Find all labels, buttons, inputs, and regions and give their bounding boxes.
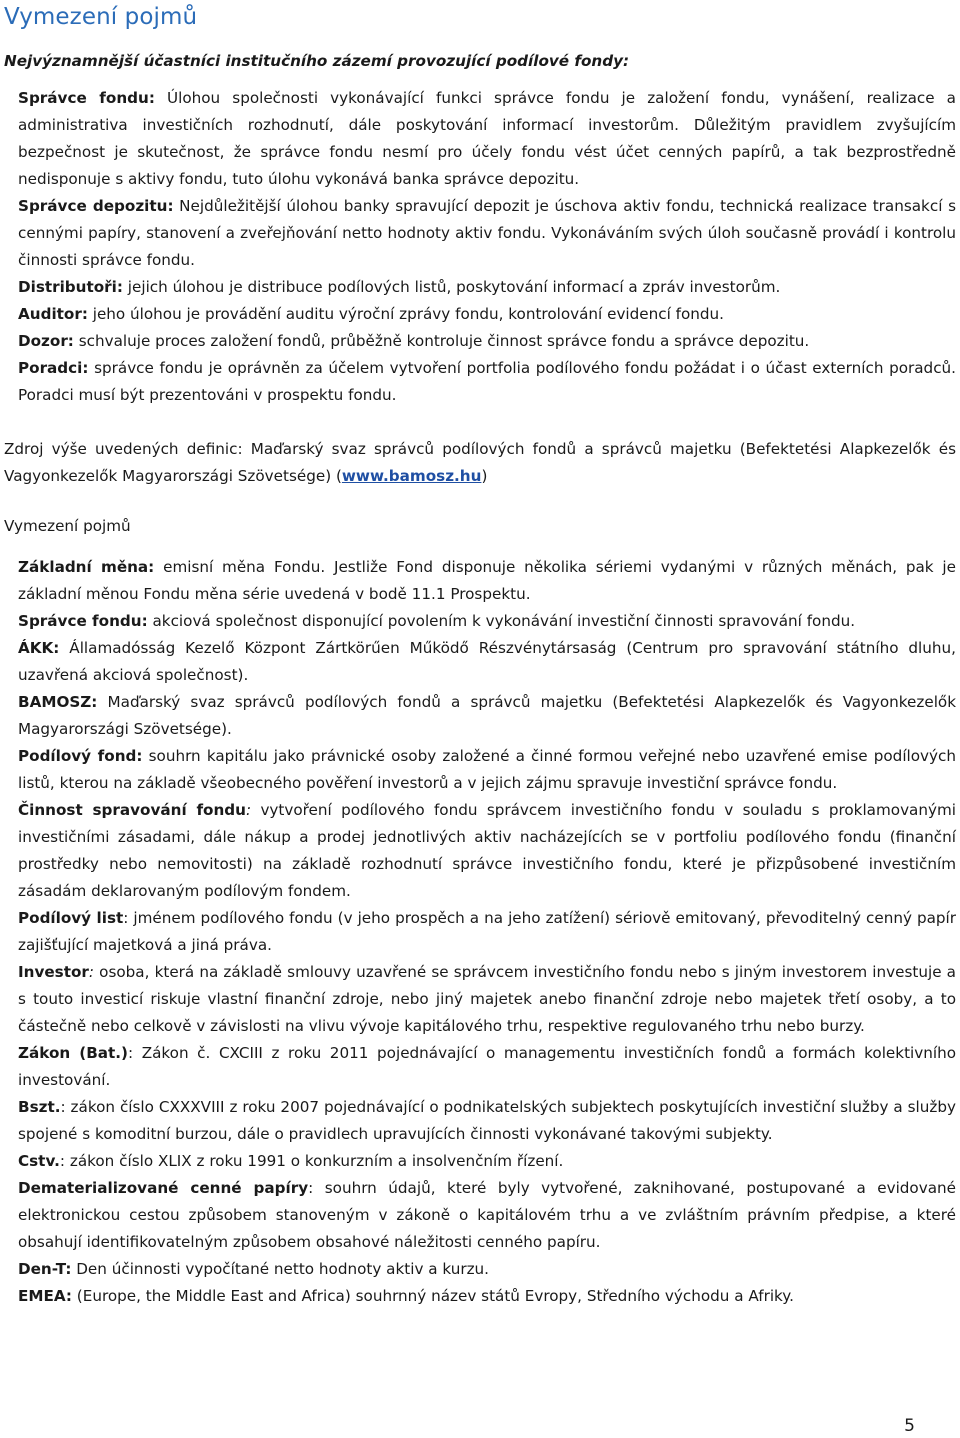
page-title: Vymezení pojmů: [4, 4, 198, 30]
definition-item: [18, 193, 956, 274]
definition-term: Distributoři:: [18, 278, 123, 296]
definition-separator: :: [88, 963, 95, 981]
definition-text: správce fondu je oprávněn za účelem vytvoření portfolia podílového fondu požádat i o účast externích poradců. Poradci musí být prezentováni v prospektu fondu.: [18, 359, 956, 404]
definition-text: osoba, která na základě smlouvy uzavřené se správcem investičního fondu nebo s jiným investorem investuje a s touto investicí riskuje vlastní finanční zdroje, nebo jiný majetek anebo finanční zdroje nebo majetek třetí osoby, a to částečně nebo celkově v závislosti na vlivu vývoje kapitálového trhu, respektive regulovaného trhu nebo burzy.: [18, 963, 956, 1035]
definition-text: Államadósság Kezelő Központ Zártkörűen Működő Részvénytársaság (Centrum pro spravování státního dluhu, uzavřená akciová společnost).: [18, 639, 956, 684]
definition-term: Správce fondu:: [18, 612, 148, 630]
definition-term: BAMOSZ:: [18, 693, 98, 711]
definition-text: Den účinnosti vypočítané netto hodnoty aktiv a kurzu.: [71, 1260, 490, 1278]
definition-term: Zákon (Bat.): [18, 1044, 128, 1062]
definition-item: [18, 1283, 956, 1310]
definition-text: souhrn údajů, které byly vytvořené, zaknihované, postupované a evidované elektronickou cestou způsobem stanoveným v zákoně o kapitálovém trhu a ve zvláštním právním předpise, a které obsahují identifikovatelným způsobem obsahové náležitosti cenného papíru.: [18, 1179, 956, 1251]
definition-item: [18, 905, 956, 959]
definition-term: Dematerializované cenné papíry: [18, 1179, 309, 1197]
definition-term: ÁKK:: [18, 639, 60, 657]
participants-subheading: Nejvýznamnější účastníci institučního zázemí provozující podílové fondy:: [4, 52, 630, 70]
definition-item: [18, 554, 956, 608]
definition-item: [18, 1175, 956, 1256]
definition-term: Bszt.: [18, 1098, 61, 1116]
definitions-list: [18, 554, 956, 1310]
definition-term: Investor: [18, 963, 89, 981]
definition-term: Správce fondu:: [18, 89, 155, 107]
definition-text: Nejdůležitější úlohou banky spravující depozit je úschova aktiv fondu, technická realizace transakcí s cennými papíry, stanovení a zveřejňování netto hodnoty aktiv fondu. Vykonáváním svých úloh současně provádí i kontrolu činnosti správce fondu.: [18, 197, 956, 269]
definition-term: Den-T:: [18, 1260, 72, 1278]
definition-term: Poradci:: [18, 359, 89, 377]
definition-text: souhrn kapitálu jako právnické osoby založené a činné formou veřejné nebo uzavřené emise podílových listů, kterou na základě všeobecného pověření investorů a v jejich zájmu spravuje investiční správce fondu.: [18, 747, 956, 792]
definition-text: vytvoření podílového fondu správcem investičního fondu v souladu s proklamovanými investičními zásadami, dále nákup a prodej jednotlivých aktiv nacházejících se v portfoliu podílového fondu (finanční prostředky nebo nemovitosti) na základě rozhodnutí správce investičního fondu, které je přizpůsobené investičním zásadám deklarovaným podílovým fondem.: [18, 801, 956, 900]
definition-item: [18, 355, 956, 409]
definition-item: [18, 689, 956, 743]
definition-text: Zákon č. CXCIII z roku 2011 pojednávající o managementu investičních fondů a formách kolektivního investování.: [18, 1044, 956, 1089]
definition-term: Činnost spravování fondu: [18, 801, 246, 819]
definition-item: [18, 1256, 956, 1283]
definition-text: jménem podílového fondu (v jeho prospěch a na jeho zatížení) sériově emitovaný, převoditelný cenný papír zajišťující majetková a jiná práva.: [18, 909, 957, 954]
definition-text: zákon číslo XLIX z roku 1991 o konkurzním a insolvenčním řízení.: [65, 1152, 564, 1170]
definition-text: (Europe, the Middle East and Africa) souhrnný název států Evropy, Středního východu a Afriky.: [71, 1287, 794, 1305]
definition-term: Podílový fond:: [18, 747, 143, 765]
source-note: [4, 436, 956, 490]
definition-separator: :: [308, 1179, 314, 1197]
definition-separator: :: [60, 1098, 66, 1116]
definition-item: [18, 635, 956, 689]
definition-term: EMEA:: [18, 1287, 72, 1305]
definition-text: jeho úlohou je provádění auditu výroční zprávy fondu, kontrolování evidencí fondu.: [87, 305, 725, 323]
definition-separator: :: [123, 909, 129, 927]
definition-text: schvaluje proces založení fondů, průběžně kontroluje činnost správce fondu a správce depozitu.: [73, 332, 810, 350]
definition-item: [18, 1148, 956, 1175]
participants-list: [18, 85, 956, 409]
definition-text: jejich úlohou je distribuce podílových listů, poskytování informací a zpráv investorům.: [122, 278, 781, 296]
definition-term: Základní měna:: [18, 558, 155, 576]
definition-item: [18, 301, 956, 328]
source-text: Zdroj výše uvedených definic: Maďarský svaz správců podílových fondů a správců majetku (Befektetési Alapkezelők és Vagyonkezelők Magyarországi Szövetsége) (: [4, 440, 956, 485]
definition-term: Dozor:: [18, 332, 74, 350]
definition-term: Auditor:: [18, 305, 88, 323]
definition-item: [18, 743, 956, 797]
bamosz-link[interactable]: www.bamosz.hu: [341, 467, 482, 485]
definition-term: Podílový list: [18, 909, 124, 927]
definition-term: Cstv.: [18, 1152, 60, 1170]
definitions-heading: Vymezení pojmů: [4, 517, 131, 535]
definition-item: [18, 328, 956, 355]
definition-item: [18, 85, 956, 193]
source-suffix: ): [481, 467, 488, 485]
page-number: 5: [904, 1416, 915, 1436]
definition-item: [18, 959, 956, 1040]
definition-separator: :: [245, 801, 252, 819]
definition-item: [18, 608, 956, 635]
definition-text: Úlohou společnosti vykonávající funkci správce fondu je založení fondu, vynášení, realizace a administrativa investičních rozhodnutí, dále poskytování informací investorům. Důležitým pravidlem zvyšujícím bezpečnost je skutečnost, že správce fondu nesmí pro účely fondu vést účet cenných papírů, a tak bezprostředně nedisponuje s aktivy fondu, tuto úlohu vykonává banka správce depozitu.: [18, 89, 956, 188]
definition-item: [18, 797, 956, 905]
definition-text: akciová společnost disponující povolením k vykonávání investiční činnosti spravování fondu.: [147, 612, 856, 630]
definition-item: [18, 274, 956, 301]
definition-item: [18, 1094, 956, 1148]
definition-term: Správce depozitu:: [18, 197, 174, 215]
definition-text: emisní měna Fondu. Jestliže Fond disponuje několika sériemi vydanými v různých měnách, pak je základní měnou Fondu měna série uvedená v bodě 11.1 Prospektu.: [18, 558, 956, 603]
definition-separator: :: [128, 1044, 134, 1062]
definition-text: zákon číslo CXXXVIII z roku 2007 pojednávající o podnikatelských subjektech poskytujících investiční služby a služby spojené s komoditní burzou, dále o pravidlech upravujících činnosti vykonávané takovými subjekty.: [18, 1098, 956, 1143]
definition-text: Maďarský svaz správců podílových fondů a správců majetku (Befektetési Alapkezelők és Vagyonkezelők Magyarországi Szövetsége).: [18, 693, 956, 738]
definition-item: [18, 1040, 956, 1094]
definition-separator: :: [59, 1152, 66, 1170]
